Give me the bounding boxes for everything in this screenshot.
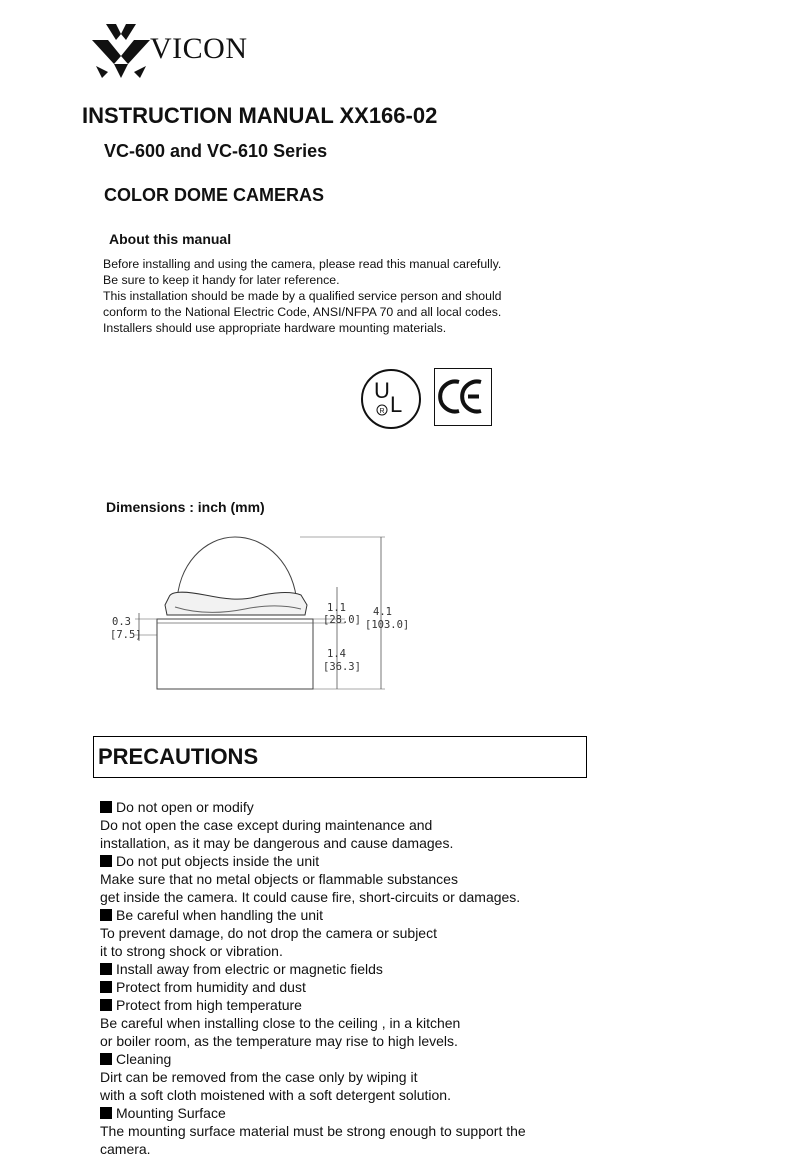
base-outline — [157, 619, 313, 689]
precautions-list — [100, 798, 600, 1158]
dim-base-mm: [36.3] — [323, 661, 361, 673]
dim-total-in: 4.1 — [373, 606, 392, 618]
precaution-text: The mounting surface material must be strong enough to support the — [100, 1123, 526, 1139]
manual-title: INSTRUCTION MANUAL XX166-02 — [82, 103, 438, 128]
precaution-title: Cleaning — [100, 1050, 600, 1068]
series-title: VC-600 and VC-610 Series — [104, 141, 328, 161]
precautions-heading: PRECAUTIONS — [98, 744, 259, 769]
precaution-title: Do not put objects inside the unit — [100, 852, 600, 870]
ul-listed-icon — [360, 368, 422, 430]
ce-mark — [434, 368, 492, 426]
svg-text:R: R — [379, 408, 385, 415]
dim-total-mm: [103.0] — [365, 619, 410, 631]
ul-mark — [360, 368, 422, 430]
about-line: This installation should be made by a qualified service person and should — [103, 289, 502, 303]
vicon-logo — [90, 20, 250, 80]
about-line: Installers should use appropriate hardware mounting materials. — [103, 321, 447, 335]
precaution-title: Be careful when handling the unit — [100, 906, 600, 924]
precaution-text: camera. — [100, 1141, 151, 1157]
precaution-title: Protect from high temperature — [100, 996, 600, 1014]
dimensions-heading: Dimensions : inch (mm) — [106, 499, 265, 515]
bezel-ring — [165, 592, 307, 615]
about-heading: About this manual — [109, 231, 232, 247]
svg-text:L: L — [390, 392, 403, 417]
precaution-title: Protect from humidity and dust — [100, 978, 600, 996]
precaution-title: Mounting Surface — [100, 1104, 600, 1122]
about-line: conform to the National Electric Code, ANSI/NFPA 70 and all local codes. — [103, 305, 502, 319]
precaution-title: Install away from electric or magnetic fields — [100, 960, 600, 978]
precaution-text: installation, as it may be dangerous and cause damages. — [100, 835, 454, 851]
dimension-drawing — [105, 525, 425, 695]
dim-bezel-in: 0.3 — [112, 616, 131, 628]
precaution-text: Be careful when installing close to the ceiling , in a kitchen — [100, 1015, 461, 1031]
precaution-text: To prevent damage, do not drop the camera or subject — [100, 925, 437, 941]
precaution-text: or boiler room, as the temperature may rise to high levels. — [100, 1033, 458, 1049]
precaution-text: it to strong shock or vibration. — [100, 943, 283, 959]
product-title: COLOR DOME CAMERAS — [104, 185, 324, 205]
precaution-title: Do not open or modify — [100, 798, 600, 816]
dim-top-in: 1.1 — [327, 602, 346, 614]
dim-bezel-mm: [7.5] — [110, 629, 142, 641]
precaution-text: Do not open the case except during maintenance and — [100, 817, 433, 833]
precaution-text: get inside the camera. It could cause fire, short-circuits or damages. — [100, 889, 521, 905]
dim-top-mm: [28.0] — [323, 614, 361, 626]
dim-base-in: 1.4 — [327, 648, 346, 660]
precaution-text: Make sure that no metal objects or flammable substances — [100, 871, 458, 887]
precautions-heading-box — [93, 736, 587, 778]
about-line: Be sure to keep it handy for later reference. — [103, 273, 340, 287]
brand-name: VICON — [150, 32, 248, 65]
precaution-text: with a soft cloth moistened with a soft detergent solution. — [100, 1087, 451, 1103]
about-line: Before installing and using the camera, please read this manual carefully. — [103, 257, 502, 271]
vicon-logo-icon — [90, 20, 152, 80]
about-text — [103, 256, 543, 336]
ce-conformity-icon — [435, 369, 490, 424]
svg-text:U: U — [374, 378, 390, 403]
precaution-text: Dirt can be removed from the case only by wiping it — [100, 1069, 418, 1085]
